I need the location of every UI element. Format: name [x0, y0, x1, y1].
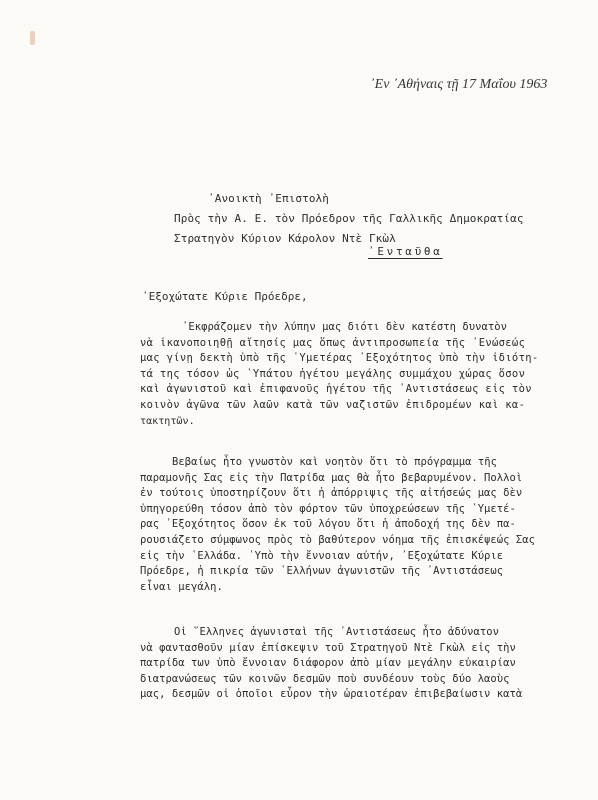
paragraph-line: τακτητῶν.: [140, 415, 195, 427]
letter-heading-location: ᾿Ενταῦθα: [368, 245, 443, 258]
paragraph-line: πατρίδα των ὑπὸ ἔννοιαν διάφορον ἀπὸ μίαν μεγάλην εὐκαιρίαν: [140, 657, 516, 670]
paragraph-line: ρας ᾿Εξοχότητος ὅσον ἐκ τοῦ λόγου ὅτι ἡ ἀποδοχή της δὲν πα-: [140, 518, 516, 531]
paragraph-line: Οἱ ῞Ελληνες ἀγωνισταὶ τῆς ᾿Αντιστάσεως ἦτο ἀδύνατον: [174, 626, 499, 638]
paragraph-line: Βεβαίως ἦτο γνωστὸν καὶ νοητὸν ὅτι τὸ πρόγραμμα τῆς: [172, 456, 497, 468]
paragraph-line: ᾿Εκφράζομεν τὴν λύπην μας διότι δὲν κατέστη δυνατὸν: [182, 321, 507, 333]
paragraph-line: μας γίνῃ δεκτὴ ὑπὸ τῆς ῾Υμετέρας ᾿Εξοχότητος ὑπὸ τὴν ἰδιότη-: [140, 352, 539, 365]
paragraph-line: ὑπηγορεύθη τόσον ἀπὸ τὸν φόρτον τῶν ὑποχρεώσεων τῆς ῾Υμετέ-: [140, 502, 516, 515]
paragraph-line: ἐν τούτοις ὑποστηρίζουν ὅτι ἡ ἀπόρριψις τῆς αἰτήσεώς μας δὲν: [140, 487, 523, 500]
paragraph-line: μας, δεσμῶν οἱ ὁποῖοι εὗρον τὴν ὡραιοτέραν ἐπιβεβαίωσιν κατὰ: [140, 688, 523, 701]
paper-stain-mark: [30, 31, 35, 45]
paragraph-2: [140, 455, 598, 595]
letter-heading-recipient: Πρὸς τὴν Α. Ε. τὸν Πρόεδρον τῆς Γαλλικῆς Δημοκρατίας: [174, 212, 524, 225]
paragraph-line: νὰ ἱκανοποιηθῇ αἴτησίς μας ὅπως ἀντιπροσωπεία τῆς ᾿Ενώσεώς: [140, 336, 526, 349]
paragraph-3: [140, 625, 598, 703]
paragraph-1: [140, 320, 598, 429]
letter-heading-recipient-name: Στρατηγὸν Κύριον Κάρολον Ντὲ Γκὼλ: [174, 232, 396, 245]
salutation: ᾿Εξοχώτατε Κύριε Πρόεδρε,: [142, 290, 308, 303]
paragraph-line: καὶ ἀγωνιστοῦ καὶ ἐπιφανοῦς ἡγέτου τῆς ᾿Αντιστάσεως εἰς τὸν: [140, 383, 532, 396]
paragraph-line: κοινὸν ἀγῶνα τῶν λαῶν κατὰ τῶν ναζιστῶν ἐπιδρομέων καὶ κα-: [140, 398, 526, 411]
paragraph-line: τά της τόσον ὡς ῾Υπάτου ἡγέτου μεγάλης συμμάχου χώρας ὅσον: [140, 367, 526, 380]
paragraph-line: νὰ φαντασθοῦν μίαν ἐπίσκεψιν τοῦ Στρατηγοῦ Ντὲ Γκὼλ εἰς τὴν: [140, 641, 516, 654]
letter-heading-open-letter: ᾿Ανοικτὴ ᾿Επιστολὴ: [208, 192, 330, 205]
paragraph-line: παραμονῆς Σας εἰς τὴν Πατρίδα μας θὰ ἦτο βεβαρυμένον. Πολλοὶ: [140, 471, 523, 484]
date-line: ᾿Εν ᾿Αθήναις τῇ 17 Μαΐου 1963: [370, 77, 548, 92]
paragraph-line: Πρόεδρε, ἡ πικρία τῶν ῾Ελλήνων ἀγωνιστῶν τῆς ᾿Αντιστάσεως: [140, 565, 504, 578]
paragraph-line: εἰς τὴν ῾Ελλάδα. ῾Υπὸ τὴν ἔννοιαν αὐτήν, ᾿Εξοχώτατε Κύριε: [140, 549, 504, 562]
paragraph-line: ρουσιάζετο σύμφωνος πρὸς τὸ βαθύτερον νόημα τῆς ἐπισκέψεώς Σας: [140, 533, 536, 546]
paragraph-line: εἶναι μεγάλη.: [140, 580, 223, 593]
paragraph-line: διατρανώσεως τῶν κοινῶν δεσμῶν ποὺ συνδέουν τοὺς δύο λαοὺς: [140, 672, 510, 685]
